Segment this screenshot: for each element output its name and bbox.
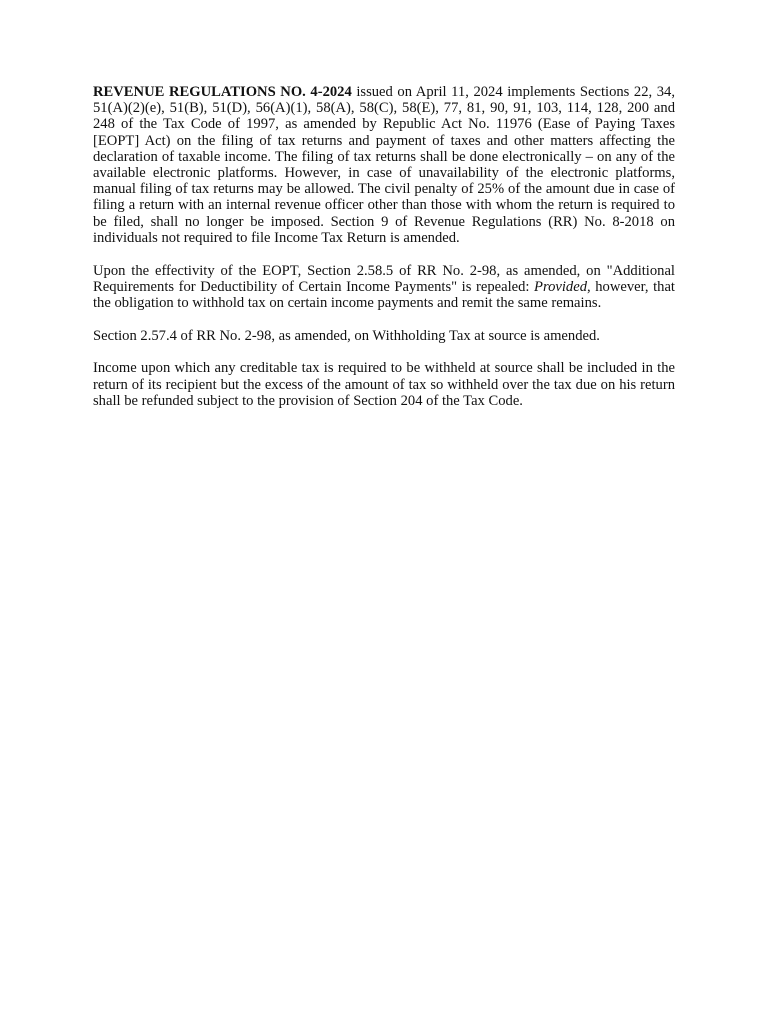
paragraph-withholding-amendment (93, 328, 675, 344)
paragraph-regulation-summary (93, 84, 675, 246)
document-body (93, 84, 675, 425)
withholding-amendment-text: Section 2.57.4 of RR No. 2-98, as amended, on Withholding Tax at source is amended. (93, 327, 600, 344)
regulation-summary-text: issued on April 11, 2024 implements Sections 22, 34, 51(A)(2)(e), 51(B), 51(D), 56(A)(1), 58(A), 58(C), 58(E), 77, 81, 90, 91, 103, 114, 128, 200 and 248 of the Tax Code of 1997, as amended by Republic Act No. 11976 (Ease of Paying Taxes [EOPT] Act) on the filing of tax returns and payment of taxes and other matters affecting the declaration of taxable income. The filing of tax returns shall be done electronically – on any of the available electronic platforms. However, in case of unavailability of the electronic platforms, manual filing of tax returns may be allowed. The civil penalty of 25% of the amount due in case of filing a return with an internal revenue officer other than those with whom the return is required to be filed, shall no longer be imposed. Section 9 of Revenue Regulations (RR) No. 8-2018 on individuals not required to file Income Tax Return is amended. (93, 84, 675, 246)
repeal-text-a: Upon the effectivity of the EOPT, Section 2.58.5 of RR No. 2-98, as amended, on "Additional Requirements for Deductibility of Certain Income Payments" is repealed: (93, 262, 675, 295)
paragraph-creditable-tax (93, 360, 675, 409)
provided-term: Provided (534, 278, 587, 295)
paragraph-repeal (93, 263, 675, 312)
creditable-tax-text: Income upon which any creditable tax is required to be withheld at source shall be included in the return of its recipient but the excess of the amount of tax so withheld over the tax due on his return shall be refunded subject to the provision of Section 204 of the Tax Code. (93, 360, 675, 409)
regulation-title: REVENUE REGULATIONS NO. 4-2024 (93, 84, 352, 100)
repeal-text-b: , however, that the obligation to withhold tax on certain income payments and remit the same remains. (93, 278, 675, 311)
